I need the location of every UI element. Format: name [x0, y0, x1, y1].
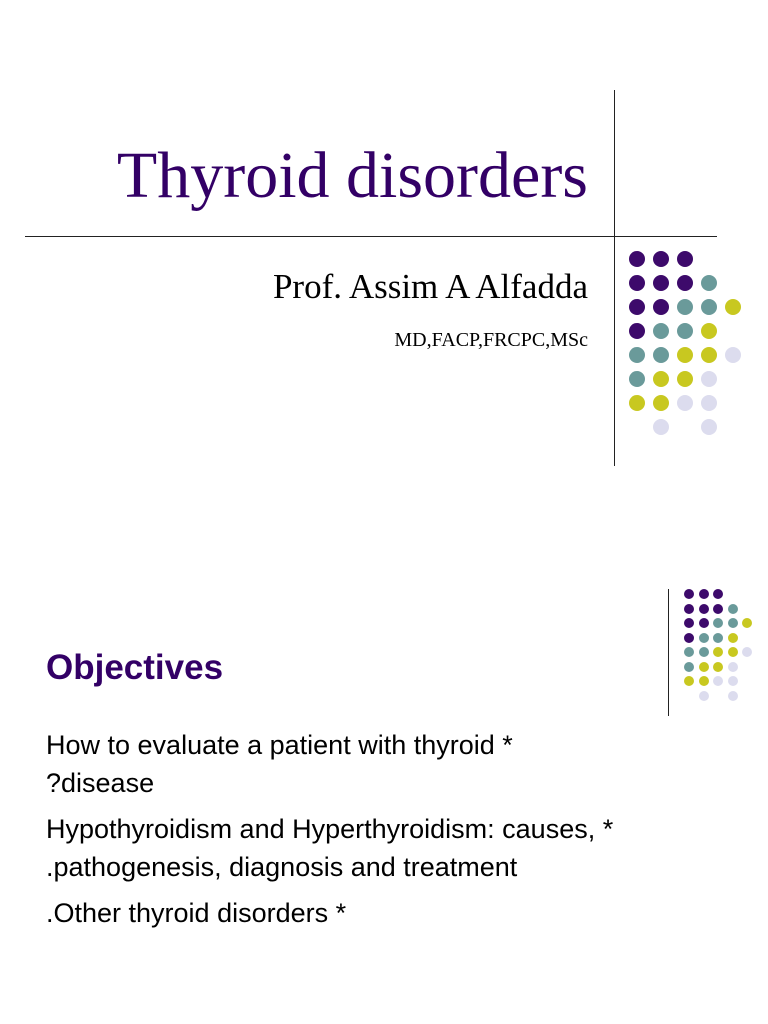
decorative-dot	[728, 618, 738, 628]
decorative-dot	[684, 589, 694, 599]
decorative-dot	[684, 662, 694, 672]
decorative-dot	[701, 323, 717, 339]
objectives-list	[46, 726, 736, 940]
decorative-dot	[701, 347, 717, 363]
decorative-dot	[629, 371, 645, 387]
decorative-dot	[699, 662, 709, 672]
decorative-dot	[728, 647, 738, 657]
decorative-dot	[742, 618, 752, 628]
decorative-dot	[677, 371, 693, 387]
decorative-dot	[713, 633, 723, 643]
decorative-dot	[713, 589, 723, 599]
decorative-dot	[629, 251, 645, 267]
decorative-dot	[728, 676, 738, 686]
decorative-dot	[728, 604, 738, 614]
decorative-dot	[699, 618, 709, 628]
decorative-dot	[699, 633, 709, 643]
author-name: Prof. Assim A Alfadda	[272, 267, 588, 306]
list-item-line: Hypothyroidism and Hyperthyroidism: causes, *	[46, 814, 614, 844]
decorative-dot	[677, 275, 693, 291]
list-item-line: .Other thyroid disorders *	[46, 898, 347, 928]
decorative-dot	[701, 275, 717, 291]
decorative-dot	[742, 647, 752, 657]
list-item	[46, 894, 736, 932]
list-item-line: ?disease	[46, 768, 155, 798]
decorative-dot	[684, 676, 694, 686]
decorative-dot	[677, 251, 693, 267]
decorative-dot	[713, 676, 723, 686]
decorative-dot	[728, 633, 738, 643]
decorative-dot	[684, 618, 694, 628]
decorative-dot	[701, 371, 717, 387]
decorative-dot	[653, 251, 669, 267]
decorative-dot	[677, 395, 693, 411]
decorative-dot	[699, 676, 709, 686]
slide-title: Thyroid disorders	[116, 139, 588, 212]
decorative-dot	[699, 589, 709, 599]
decorative-dot	[629, 347, 645, 363]
decorative-dot	[677, 323, 693, 339]
list-item-line: How to evaluate a patient with thyroid *	[46, 730, 513, 760]
decorative-dot	[653, 371, 669, 387]
decorative-dot	[653, 395, 669, 411]
decorative-dot	[725, 347, 741, 363]
decorative-dot	[684, 633, 694, 643]
decorative-dot	[653, 299, 669, 315]
objectives-slide	[0, 512, 768, 1024]
decorative-dot	[701, 419, 717, 435]
list-item	[46, 726, 736, 802]
decorative-dot	[677, 299, 693, 315]
decorative-dot	[699, 604, 709, 614]
decorative-dot	[725, 299, 741, 315]
decorative-dot	[713, 604, 723, 614]
decorative-dot	[713, 662, 723, 672]
decorative-dot	[684, 647, 694, 657]
decorative-dot	[713, 647, 723, 657]
decorative-dot	[701, 299, 717, 315]
slide-title: Objectives	[46, 648, 224, 687]
decorative-dot	[653, 419, 669, 435]
decorative-dot	[653, 275, 669, 291]
decorative-dot	[699, 647, 709, 657]
decorative-dot	[653, 323, 669, 339]
decorative-dot	[677, 347, 693, 363]
decorative-dot	[629, 323, 645, 339]
decorative-dot	[713, 618, 723, 628]
decorative-dot	[629, 275, 645, 291]
list-item-line: .pathogenesis, diagnosis and treatment	[46, 852, 518, 882]
decorative-dot	[653, 347, 669, 363]
decorative-dot	[629, 299, 645, 315]
author-credentials: MD,FACP,FRCPC,MSc	[394, 329, 588, 351]
decorative-dot	[684, 604, 694, 614]
decorative-dot	[728, 691, 738, 701]
decorative-dot	[701, 395, 717, 411]
decorative-dot	[629, 395, 645, 411]
decorative-dot	[699, 691, 709, 701]
decorative-dot	[728, 662, 738, 672]
list-item	[46, 810, 736, 886]
